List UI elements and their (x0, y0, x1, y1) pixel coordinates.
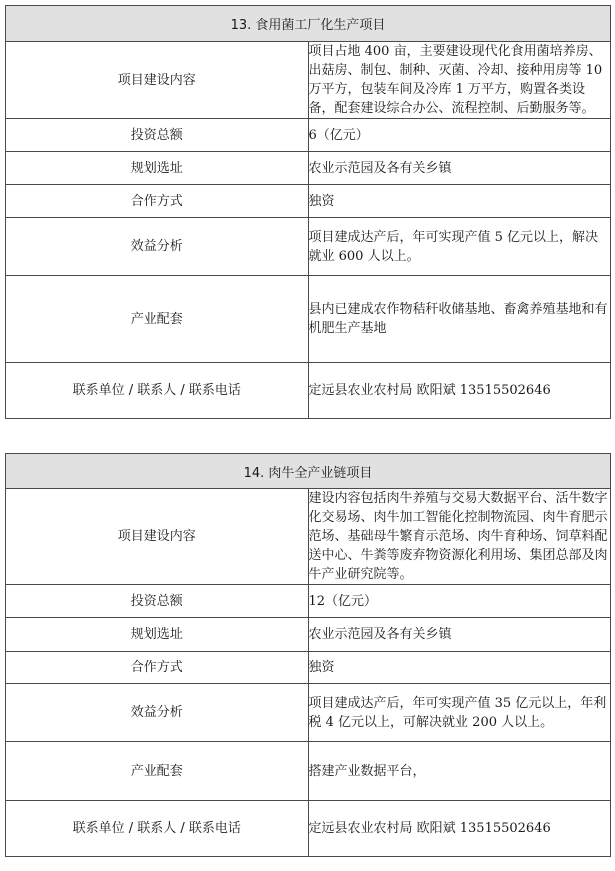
label-cooperation: 合作方式 (6, 652, 309, 684)
table-row (6, 218, 611, 276)
table-row (6, 42, 611, 119)
table-row (6, 6, 611, 42)
value-supporting: 搭建产业数据平台， (308, 742, 611, 801)
table-row (6, 152, 611, 185)
label-supporting: 产业配套 (6, 276, 309, 363)
table-row (6, 119, 611, 152)
value-benefit: 项目建成达产后，年可实现产值 35 亿元以上，年利税 4 亿元以上，可解决就业 200 人以上。 (308, 684, 611, 742)
label-supporting: 产业配套 (6, 742, 309, 801)
table-row (6, 684, 611, 742)
table-row (6, 742, 611, 801)
project-title: 14. 肉牛全产业链项目 (6, 454, 611, 489)
label-content: 项目建设内容 (6, 489, 309, 585)
table-row (6, 276, 611, 363)
value-supporting: 县内已建成农作物秸秆收储基地、畜禽养殖基地和有机肥生产基地 (308, 276, 611, 363)
value-cooperation: 独资 (308, 652, 611, 684)
value-contact: 定远县农业农村局 欧阳斌 13515502646 (308, 801, 611, 857)
label-location: 规划选址 (6, 152, 309, 185)
table-row (6, 801, 611, 857)
value-contact: 定远县农业农村局 欧阳斌 13515502646 (308, 363, 611, 419)
table-row (6, 652, 611, 684)
label-investment: 投资总额 (6, 585, 309, 618)
value-investment: 6（亿元） (308, 119, 611, 152)
project-table-14 (5, 453, 611, 857)
table-row (6, 618, 611, 652)
table-row (6, 489, 611, 585)
value-location: 农业示范园及各有关乡镇 (308, 152, 611, 185)
value-cooperation: 独资 (308, 185, 611, 218)
label-benefit: 效益分析 (6, 684, 309, 742)
value-benefit: 项目建成达产后，年可实现产值 5 亿元以上，解决就业 600 人以上。 (308, 218, 611, 276)
label-investment: 投资总额 (6, 119, 309, 152)
value-location: 农业示范园及各有关乡镇 (308, 618, 611, 652)
label-contact: 联系单位 / 联系人 / 联系电话 (6, 363, 309, 419)
label-location: 规划选址 (6, 618, 309, 652)
project-title: 13. 食用菌工厂化生产项目 (6, 6, 611, 42)
value-content: 建设内容包括肉牛养殖与交易大数据平台、活牛数字化交易场、肉牛加工智能化控制物流园、肉牛育肥示范场、基础母牛繁育示范场、肉牛育种场、饲草料配送中心、牛粪等废弃物资源化利用场、集团总部及肉牛产业研究院等。 (308, 489, 611, 585)
value-content: 项目占地 400 亩，主要建设现代化食用菌培养房、出菇房、制包、制种、灭菌、冷却、接种用房等 10 万平方，包装车间及冷库 1 万平方，购置各类设备，配套建设综合办公、流程控制、后勤服务等。 (308, 42, 611, 119)
table-row (6, 585, 611, 618)
value-investment: 12（亿元） (308, 585, 611, 618)
project-table-13 (5, 5, 611, 419)
table-row (6, 363, 611, 419)
table-row (6, 454, 611, 489)
label-contact: 联系单位 / 联系人 / 联系电话 (6, 801, 309, 857)
label-benefit: 效益分析 (6, 218, 309, 276)
table-row (6, 185, 611, 218)
label-content: 项目建设内容 (6, 42, 309, 119)
label-cooperation: 合作方式 (6, 185, 309, 218)
